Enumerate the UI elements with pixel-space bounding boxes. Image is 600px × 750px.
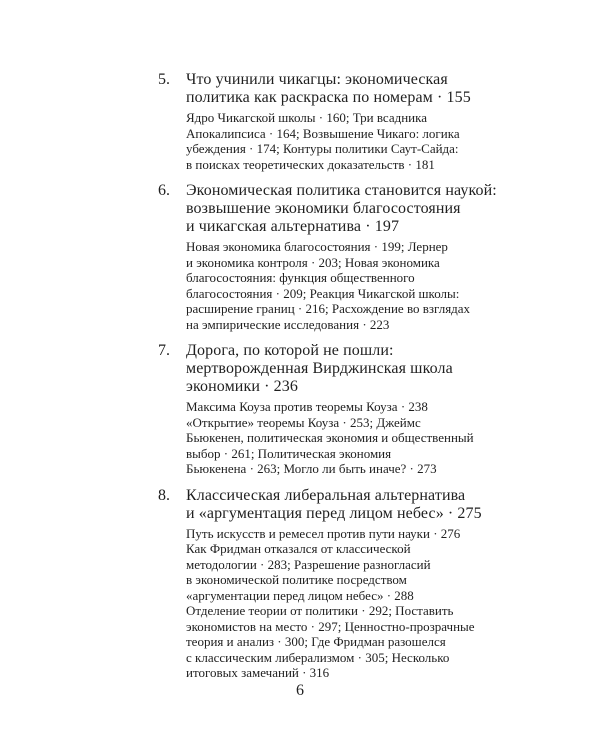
chapter-number: 8. — [158, 486, 170, 504]
chapter-title — [186, 487, 508, 523]
section-line: на эмпирические исследования · 223 — [186, 316, 390, 332]
page-number: 6 — [296, 682, 304, 699]
chapter-title-line: Дорога, по которой не пошли: — [186, 342, 394, 359]
chapter-title-line: Что учинили чикагцы: экономическая — [186, 71, 448, 88]
chapter-number: 7. — [158, 342, 170, 359]
section-line: Новая экономика благосостояния · 199; Лернер — [186, 239, 448, 254]
chapter-title — [186, 182, 508, 236]
section-line: Максима Коуза против теоремы Коуза · 238 — [186, 399, 428, 414]
chapter-sections — [186, 526, 508, 681]
section-line: «аргументации перед лицом небес» · 288 — [186, 587, 414, 603]
section-line: Путь искусств и ремесел против пути науки · 276 — [186, 525, 461, 541]
chapter-title-line: Классическая либеральная альтернатива — [186, 486, 466, 504]
section-line: выбор · 261; Политическая экономия — [186, 445, 392, 461]
chapter-title-line: Экономическая политика становится наукой: — [186, 182, 497, 199]
section-line: с классическим либерализмом · 305; Несколько — [186, 649, 450, 665]
chapter-title-line: и «аргументация перед лицом небес» · 275 — [186, 504, 482, 522]
toc-chapter — [158, 71, 508, 172]
section-line: теория и анализ · 300; Где Фридман разошелся — [186, 634, 446, 649]
section-line: Как Фридман отказался от классической — [186, 541, 411, 556]
section-line: в экономической политике посредством — [186, 572, 407, 587]
section-line: благосостояния: функция общественного — [186, 270, 415, 285]
chapter-number: 6. — [158, 182, 170, 199]
chapter-number: 5. — [158, 71, 170, 88]
chapter-title-line: возвышение экономики благосостояния — [186, 200, 461, 217]
section-line: расширение границ · 216; Расхождение во взглядах — [186, 301, 471, 316]
table-of-contents — [158, 71, 508, 691]
section-line: экономистов на место · 297; Ценностно-прозрачные — [186, 618, 475, 634]
section-line: Бьюкенена · 263; Могло ли быть иначе? · 273 — [186, 461, 437, 476]
chapter-sections — [186, 239, 508, 332]
section-line: «Открытие» теоремы Коуза · 253; Джеймс — [186, 414, 421, 430]
chapter-title-line: политика как раскраска по номерам · 155 — [186, 89, 471, 106]
section-line: итоговых замечаний · 316 — [186, 665, 330, 680]
chapter-title-line: мертворожденная Вирджинская школа — [186, 360, 453, 377]
chapter-sections — [186, 399, 508, 477]
section-line: Отделение теории от политики · 292; Поставить — [186, 603, 454, 618]
section-line: убеждения · 174; Контуры политики Саут-Сайда: — [186, 141, 459, 156]
chapter-title-line: экономики · 236 — [186, 378, 298, 395]
section-line: Апокалипсиса · 164; Возвышение Чикаго: логика — [186, 125, 460, 141]
section-line: Бьюкенен, политическая экономия и общественный — [186, 430, 474, 445]
toc-chapter — [158, 182, 508, 332]
section-line: благосостояния · 209; Реакция Чикагской школы: — [186, 285, 460, 301]
chapter-sections — [186, 110, 508, 172]
section-line: Ядро Чикагской школы · 160; Три всадника — [186, 110, 428, 125]
toc-chapter — [158, 342, 508, 477]
section-line: и экономика контроля · 203; Новая экономика — [186, 254, 440, 270]
toc-chapter — [158, 487, 508, 681]
chapter-title — [186, 342, 508, 396]
section-line: методологии · 283; Разрешение разногласий — [186, 556, 431, 572]
section-line: в поисках теоретических доказательств · 181 — [186, 156, 435, 172]
chapter-title — [186, 71, 508, 107]
chapter-title-line: и чикагская альтернатива · 197 — [186, 218, 400, 235]
